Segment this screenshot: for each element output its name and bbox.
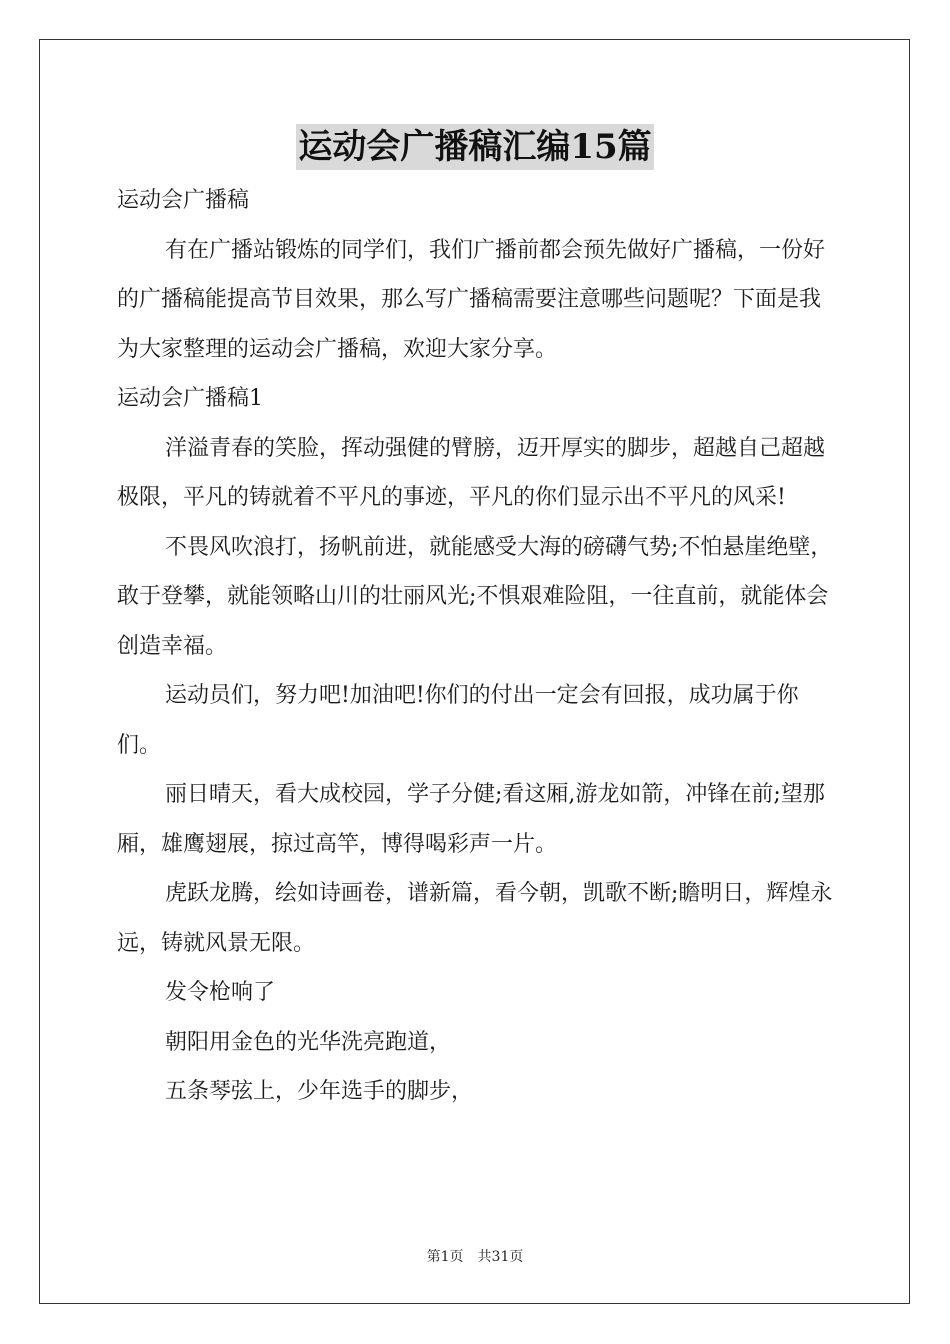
paragraph: 不畏风吹浪打，扬帆前进，就能感受大海的磅礴气势;不怕悬崖绝壁，敢于登攀，就能领略山川的壮丽风光;不惧艰难险阻，一往直前，就能体会创造幸福。: [117, 534, 833, 659]
poem-line: 朝阳用金色的光华洗亮跑道，: [165, 1029, 452, 1055]
document-title: 运动会广播稿汇编15篇: [296, 124, 653, 170]
document-body: [117, 176, 837, 1117]
section-heading: 运动会广播稿1: [117, 386, 263, 411]
poem-line: 发令枪响了: [165, 980, 276, 1005]
paragraph: 有在广播站锻炼的同学们，我们广播前都会预先做好广播稿，一份好的广播稿能提高节目效果，那么写广播稿需要注意哪些问题呢？下面是我为大家整理的运动会广播稿，欢迎大家分享。: [117, 237, 826, 362]
title-wrap: [0, 124, 950, 170]
section-heading: 运动会广播稿: [117, 188, 250, 213]
paragraph: 运动员们，努力吧!加油吧!你们的付出一定会有回报，成功属于你们。: [117, 683, 799, 758]
page-number-footer: 第1页 共31页: [426, 1249, 524, 1265]
paragraph: 洋溢青春的笑脸，挥动强健的臂膀，迈开厚实的脚步，超越自己超越极限，平凡的铸就着不平凡的事迹，平凡的你们显示出不平凡的风采!: [117, 435, 826, 510]
poem-line: 五条琴弦上，少年选手的脚步，: [165, 1079, 474, 1104]
paragraph: 丽日晴天，看大成校园，学子分健;看这厢,游龙如箭，冲锋在前;望那厢，雄鹰翅展，掠过高竿，博得喝彩声一片。: [117, 782, 825, 857]
paragraph: 虎跃龙腾，绘如诗画卷，谱新篇，看今朝，凯歌不断;瞻明日，辉煌永远，铸就风景无限。: [117, 881, 833, 956]
